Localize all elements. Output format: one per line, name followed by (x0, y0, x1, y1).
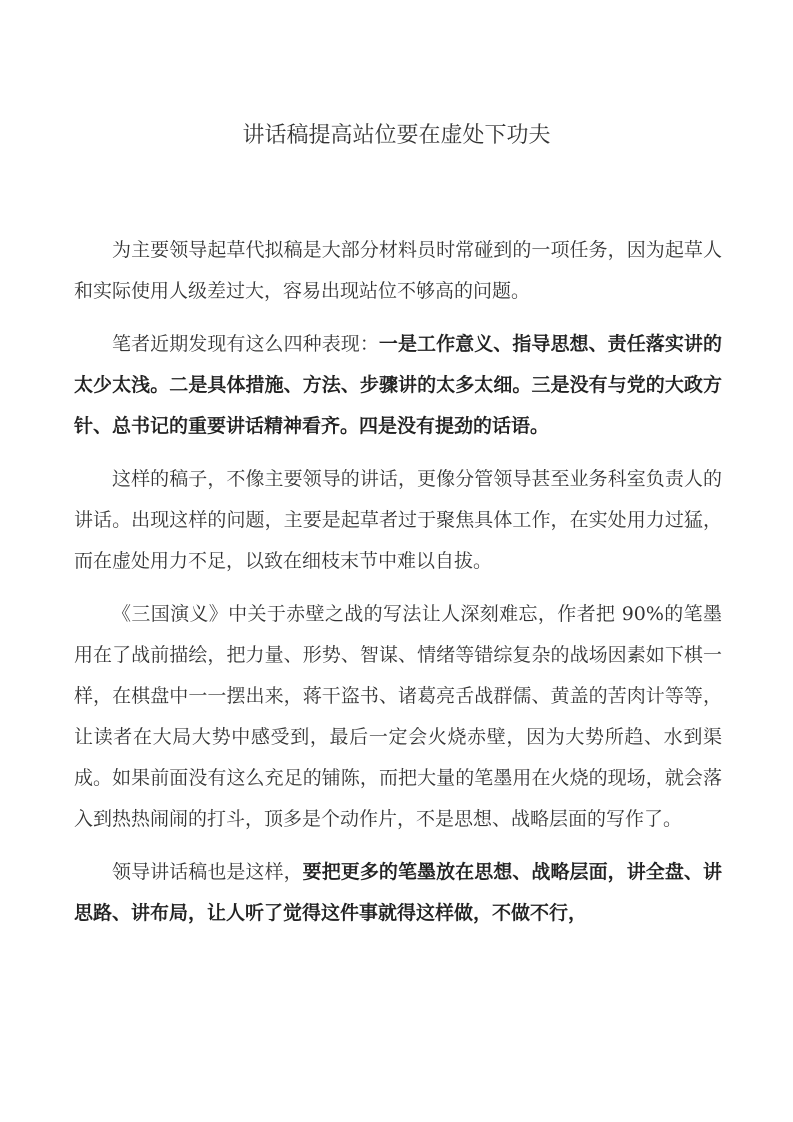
paragraph-5 (74, 852, 722, 934)
paragraph-text: 《三国演义》中关于赤壁之战的写法让人深刻难忘，作者把 90%的笔墨用在了战前描绘，把力量、形势、智谋、情绪等错综复杂的战场因素如下棋一样，在棋盘中一一摆出来，蒋干盗书、诸葛亮舌战群儒、黄盖的苦肉计等等，让读者在大局大势中感受到，最后一定会火烧赤壁，因为大势所趋、水到渠成。如果前面没有这么充足的铺陈，而把大量的笔墨用在火烧的现场，就会落入到热热闹闹的打斗，顶多是个动作片，不是思想、战略层面的写作了。 (74, 603, 722, 830)
document-title: 讲话稿提高站位要在虚处下功夫 (242, 123, 551, 148)
paragraph-3 (74, 459, 722, 582)
paragraph-bold-text: 一是工作意义、指导思想、责任落实讲的太少太浅。二是具体措施、方法、步骤讲的太多太细。三是没有与党的大政方针、总书记的重要讲话精神看齐。四是没有提劲的话语。 (74, 333, 722, 437)
paragraph-text: 领导讲话稿也是这样， (112, 861, 303, 883)
paragraph-text: 为主要领导起草代拟稿是大部分材料员时常碰到的一项任务，因为起草人和实际使用人级差过大，容易出现站位不够高的问题。 (74, 239, 722, 302)
paragraph-2 (74, 324, 722, 447)
paragraph-1 (74, 230, 722, 312)
paragraph-text: 这样的稿子，不像主要领导的讲话，更像分管领导甚至业务科室负责人的讲话。出现这样的问题，主要是起草者过于聚焦具体工作，在实处用力过猛，而在虚处用力不足，以致在细枝末节中难以自拔。 (74, 468, 722, 572)
paragraph-bold-text: 要把更多的笔墨放在思想、战略层面，讲全盘、讲思路、讲布局，让人听了觉得这件事就得这样做，不做不行， (74, 861, 722, 924)
paragraph-text: 笔者近期发现有这么四种表现： (112, 333, 379, 355)
paragraph-4 (74, 594, 722, 840)
document-body (74, 230, 722, 946)
